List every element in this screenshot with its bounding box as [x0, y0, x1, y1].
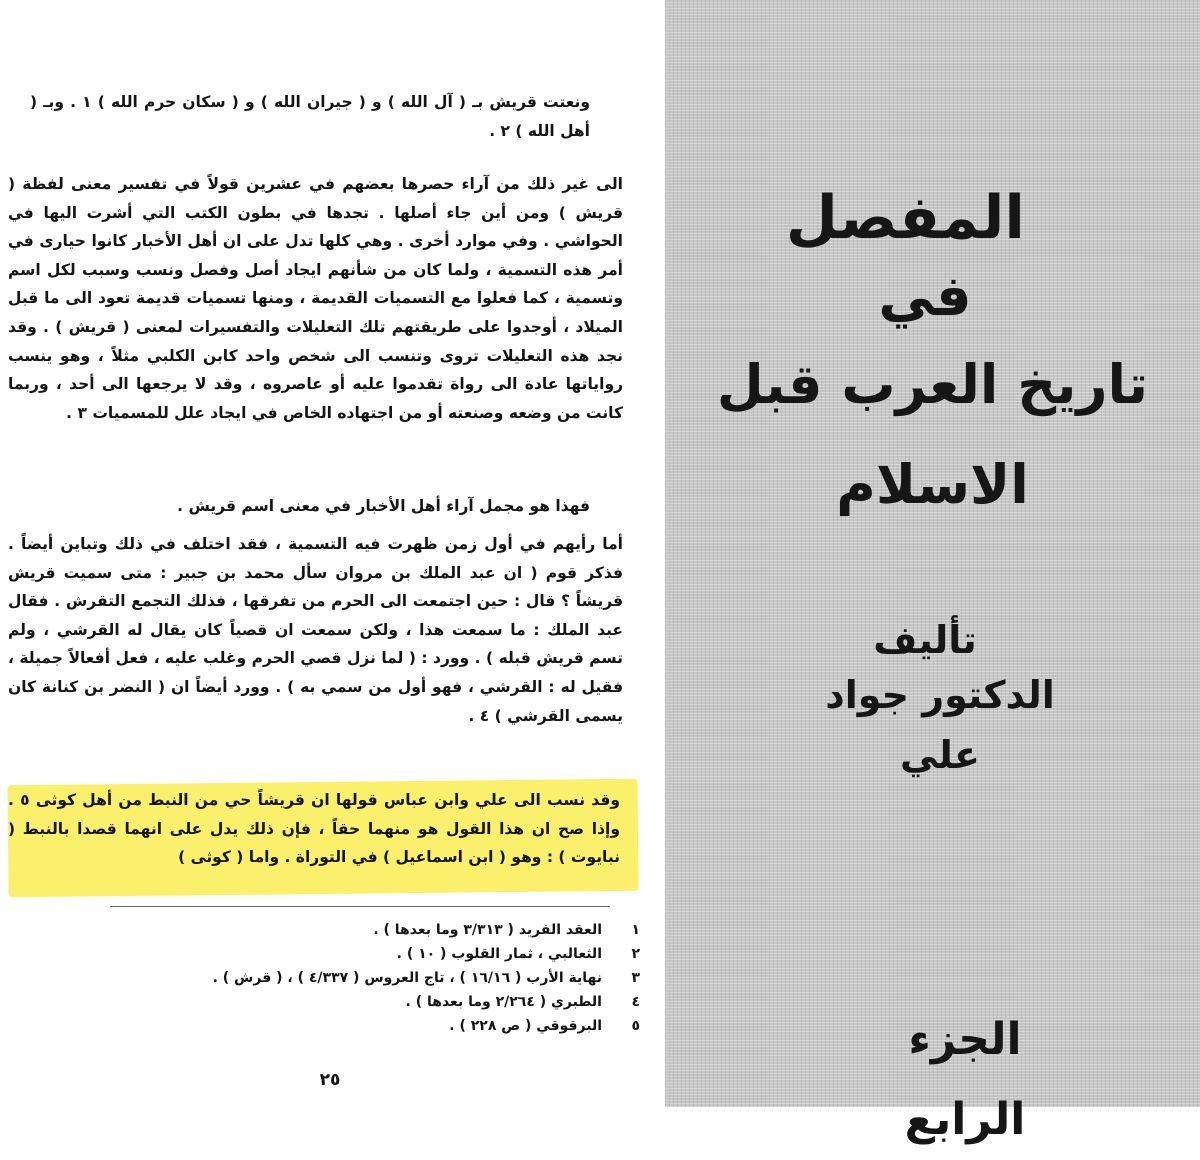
footnotes-list	[100, 918, 640, 1038]
page-number: ٢٥	[319, 1070, 341, 1090]
footnote-text: الطبري ( ٢/٢٦٤ وما بعدها ) .	[405, 994, 602, 1010]
footnote-item	[100, 1014, 640, 1038]
footnote-number: ٤	[631, 994, 640, 1010]
footnote-item	[100, 918, 640, 942]
footnote-number: ١	[631, 922, 640, 938]
paragraph-quraysh-epithets: ونعتت قريش بـ ( آل الله ) و ( جيران الله ) و ( سكان حرم الله ) ١ . وبـ ( أهل الله ) ٢ .	[30, 93, 590, 140]
footnote-item	[100, 990, 640, 1014]
cover-title: المفصل	[785, 183, 1025, 253]
footnote-separator	[110, 906, 610, 907]
paragraph-naming-origin: أما رأيهم في أول زمن ظهرت فيه التسمية ، فقد اختلف في ذلك وتباين أيضاً . فذكر قوم ( ان عبد الملك بن مروان سأل محمد بن جبير : متى سميت قريش قريشاً ؟ قال : حين اجتمعت الى الحرم من تفرقها ، فذلك التجمع التقرش . فقال عبد الملك : ما سمعت هذا ، ولكن سمعت ان قصياً كان يقال له القرشي ، ولم تسم قريش قبله ) . وورد : ( لما نزل قصي الحرم وغلب عليه ، فعل أفعالاً جميلة ، فقيل له : القرشي ، فهو أول من سمي به ) . وورد أيضاً ان ( النضر بن كنانة كان يسمى القرشي ) ٤ .	[8, 535, 623, 725]
footnote-text: الثعالبي ، ثمار القلوب ( ١٠ ) .	[396, 946, 602, 962]
cover-subtitle: تاريخ العرب قبل الاسلام	[716, 353, 1149, 516]
footnote-text: نهاية الأرب ( ١٦/١٦ ) ، تاج العروس ( ٤/٣٣٧ ) ، ( قرش ) .	[212, 970, 602, 986]
footnote-item	[100, 942, 640, 966]
paragraph-summary: فهذا هو مجمل آراء أهل الأخبار في معنى اسم قريش .	[177, 497, 590, 515]
footnote-text: العقد الفريد ( ٣/٣١٣ وما بعدها ) .	[373, 922, 602, 938]
cover-preposition: في	[878, 264, 972, 329]
cover-author: الدكتور جواد علي	[825, 673, 1055, 777]
paragraph-name-interpretations: الى غير ذلك من آراء حصرها بعضهم في عشرين قولاً في تفسير معنى لفظة ( قريش ) ومن أين جاء أصلها . تجدها في بطون الكتب التي أشرت اليها في الحواشي . وفي موارد أخرى . وهي كلها تدل على ان أهل الأخبار كانوا حيارى في أمر هذه التسمية ، ولما كان من شأنهم ايجاد أصل وفصل ونسب وسبب لكل اسم وتسمية ، كما فعلوا مع التسميات القديمة ، ومنها تسميات قديمة تعود الى ما قبل الميلاد ، أوجدوا على طريقتهم تلك التعليلات والتفسيرات لمعنى ( قريش ) . وقد نجد هذه التعليلات تروى وتنسب الى شخص واحد كابن الكلبي مثلاً ، وهو ينسب رواياتها عادة الى رواة تقدموا عليه أو عاصروه ، وقد لا يرجعها الى أحد ، وربما كانت من وضعه وصنعته أو من اجتهاده الخاص في ايجاد علل للمسميات ٣ .	[8, 175, 623, 422]
footnote-number: ٥	[631, 1018, 640, 1034]
footnote-text: البرقوقي ( ص ٢٢٨ ) .	[449, 1018, 602, 1034]
footnote-number: ٣	[631, 970, 640, 986]
footnote-item	[100, 966, 640, 990]
footnote-number: ٢	[631, 946, 640, 962]
cover-volume: الجزء الرابع	[904, 1014, 1026, 1145]
book-cover	[665, 0, 1200, 1145]
paragraph-highlighted-nabataean: وقد نسب الى علي وابن عباس قولها ان قريشاً حي من النبط من أهل كوثى ٥ . وإذا صح ان هذا القول هو منهما حقاً ، فإن ذلك يدل على انهما قصدا بالنبط ( نبايوت ) : وهو ( ابن اسماعيل ) في التوراة . واما ( كوثى )	[8, 791, 620, 867]
cover-author-prefix: تأليف	[873, 618, 977, 662]
